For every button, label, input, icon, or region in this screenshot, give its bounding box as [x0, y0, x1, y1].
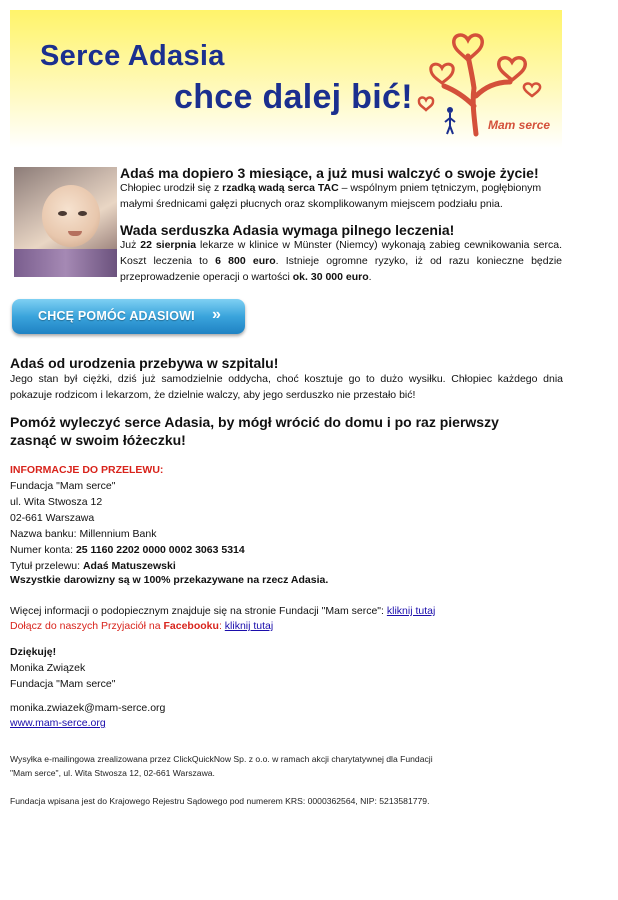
- website-link[interactable]: www.mam-serce.org: [10, 717, 106, 729]
- intro-text: Chłopiec urodził się z rzadką wadą serca TAC – wspólnym pniem tętniczym, pogłębionym małymi średnicami gałęzi płucnych oraz skomplikowanym miejscem podziału pnia.: [120, 182, 542, 210]
- intro-heading: Adaś ma dopiero 3 miesiące, a już musi walczyć o swoje życie!: [120, 165, 539, 181]
- banner-title-line2: chce dalej bić!: [174, 78, 413, 116]
- logo-text: Mam serce: [488, 118, 551, 132]
- transfer-heading: INFORMACJE DO PRZELEWU:: [10, 464, 164, 476]
- signature-name: Monika Związek: [10, 662, 86, 674]
- footer-mailing-info: [10, 752, 570, 780]
- footer-line1: Wysyłka e-mailingowa zrealizowana przez ClickQuickNow Sp. z o.o. w ramach akcji charytatywnej dla Fundacji: [10, 754, 433, 764]
- hospital-heading: Adaś od urodzenia przebywa w szpitalu!: [10, 355, 279, 371]
- transfer-account: Numer konta: 25 1160 2202 0000 0002 3063 5314: [10, 544, 245, 556]
- surgery-heading: Wada serduszka Adasia wymaga pilnego leczenia!: [120, 222, 455, 238]
- website-link-line: [10, 715, 570, 731]
- transfer-title: Tytuł przelewu: Adaś Matuszewski: [10, 560, 176, 572]
- footer-line2: "Mam serce", ul. Wita Stwosza 12, 02-661 Warszawa.: [10, 768, 215, 778]
- contact-email[interactable]: monika.zwiazek@mam-serce.org: [10, 702, 166, 714]
- surgery-text: Już 22 sierpnia lekarze w klinice w Münster (Niemcy) wykonają zabieg cewnikowania serca. Koszt leczenia to 6 800 euro. Istnieje ogromne ryzyko, iż od razu konieczne będzie przeprowadzenie operacji o wartości ok. 30 000 euro.: [120, 239, 563, 283]
- transfer-bank: Nazwa banku: Millennium Bank: [10, 528, 157, 540]
- more-info-line: Więcej informacji o podopiecznym znajduje się na stronie Fundacji "Mam serce": kliknij tutaj: [10, 605, 436, 617]
- header-banner: [10, 10, 562, 148]
- footer-krs: Fundacja wpisana jest do Krajowego Rejestru Sądowego pod numerem KRS: 0000362564, NIP: 5213581779.: [10, 796, 430, 806]
- help-button-label: CHCĘ POMÓC ADASIOWI: [38, 309, 195, 323]
- transfer-street: ul. Wita Stwosza 12: [10, 496, 103, 508]
- signature-org: Fundacja "Mam serce": [10, 678, 116, 690]
- thanks-text: Dziękuję!: [10, 646, 57, 658]
- facebook-line: Dołącz do naszych Przyjaciół na Facebooku: kliknij tutaj: [10, 620, 274, 632]
- help-adas-button[interactable]: [12, 299, 245, 334]
- baby-photo: [14, 167, 117, 277]
- transfer-info: [10, 462, 570, 574]
- signature: [10, 644, 570, 692]
- appeal-heading: Pomóż wyleczyć serce Adasia, by mógł wrócić do domu i po raz pierwszy zasnąć w swoim łóżeczku!: [10, 414, 499, 448]
- hospital-text: Jego stan był ciężki, dziś już samodzielnie oddycha, choć kosztuje go to dużo wysiłku. Chłopiec każdego dnia pokazuje rodzicom i lekarzom, że dzielnie walczy, aby jego serduszko nie przestało bić!: [10, 373, 563, 401]
- more-info-link[interactable]: kliknij tutaj: [386, 605, 436, 617]
- transfer-city: 02-661 Warszawa: [10, 512, 95, 524]
- facebook-link[interactable]: kliknij tutaj: [224, 620, 274, 632]
- banner-title-line1: Serce Adasia: [40, 40, 225, 72]
- double-chevron-right-icon: »: [212, 306, 221, 323]
- donation-note: Wszystkie darowizny są w 100% przekazywane na rzecz Adasia.: [10, 574, 329, 586]
- transfer-org: Fundacja "Mam serce": [10, 480, 116, 492]
